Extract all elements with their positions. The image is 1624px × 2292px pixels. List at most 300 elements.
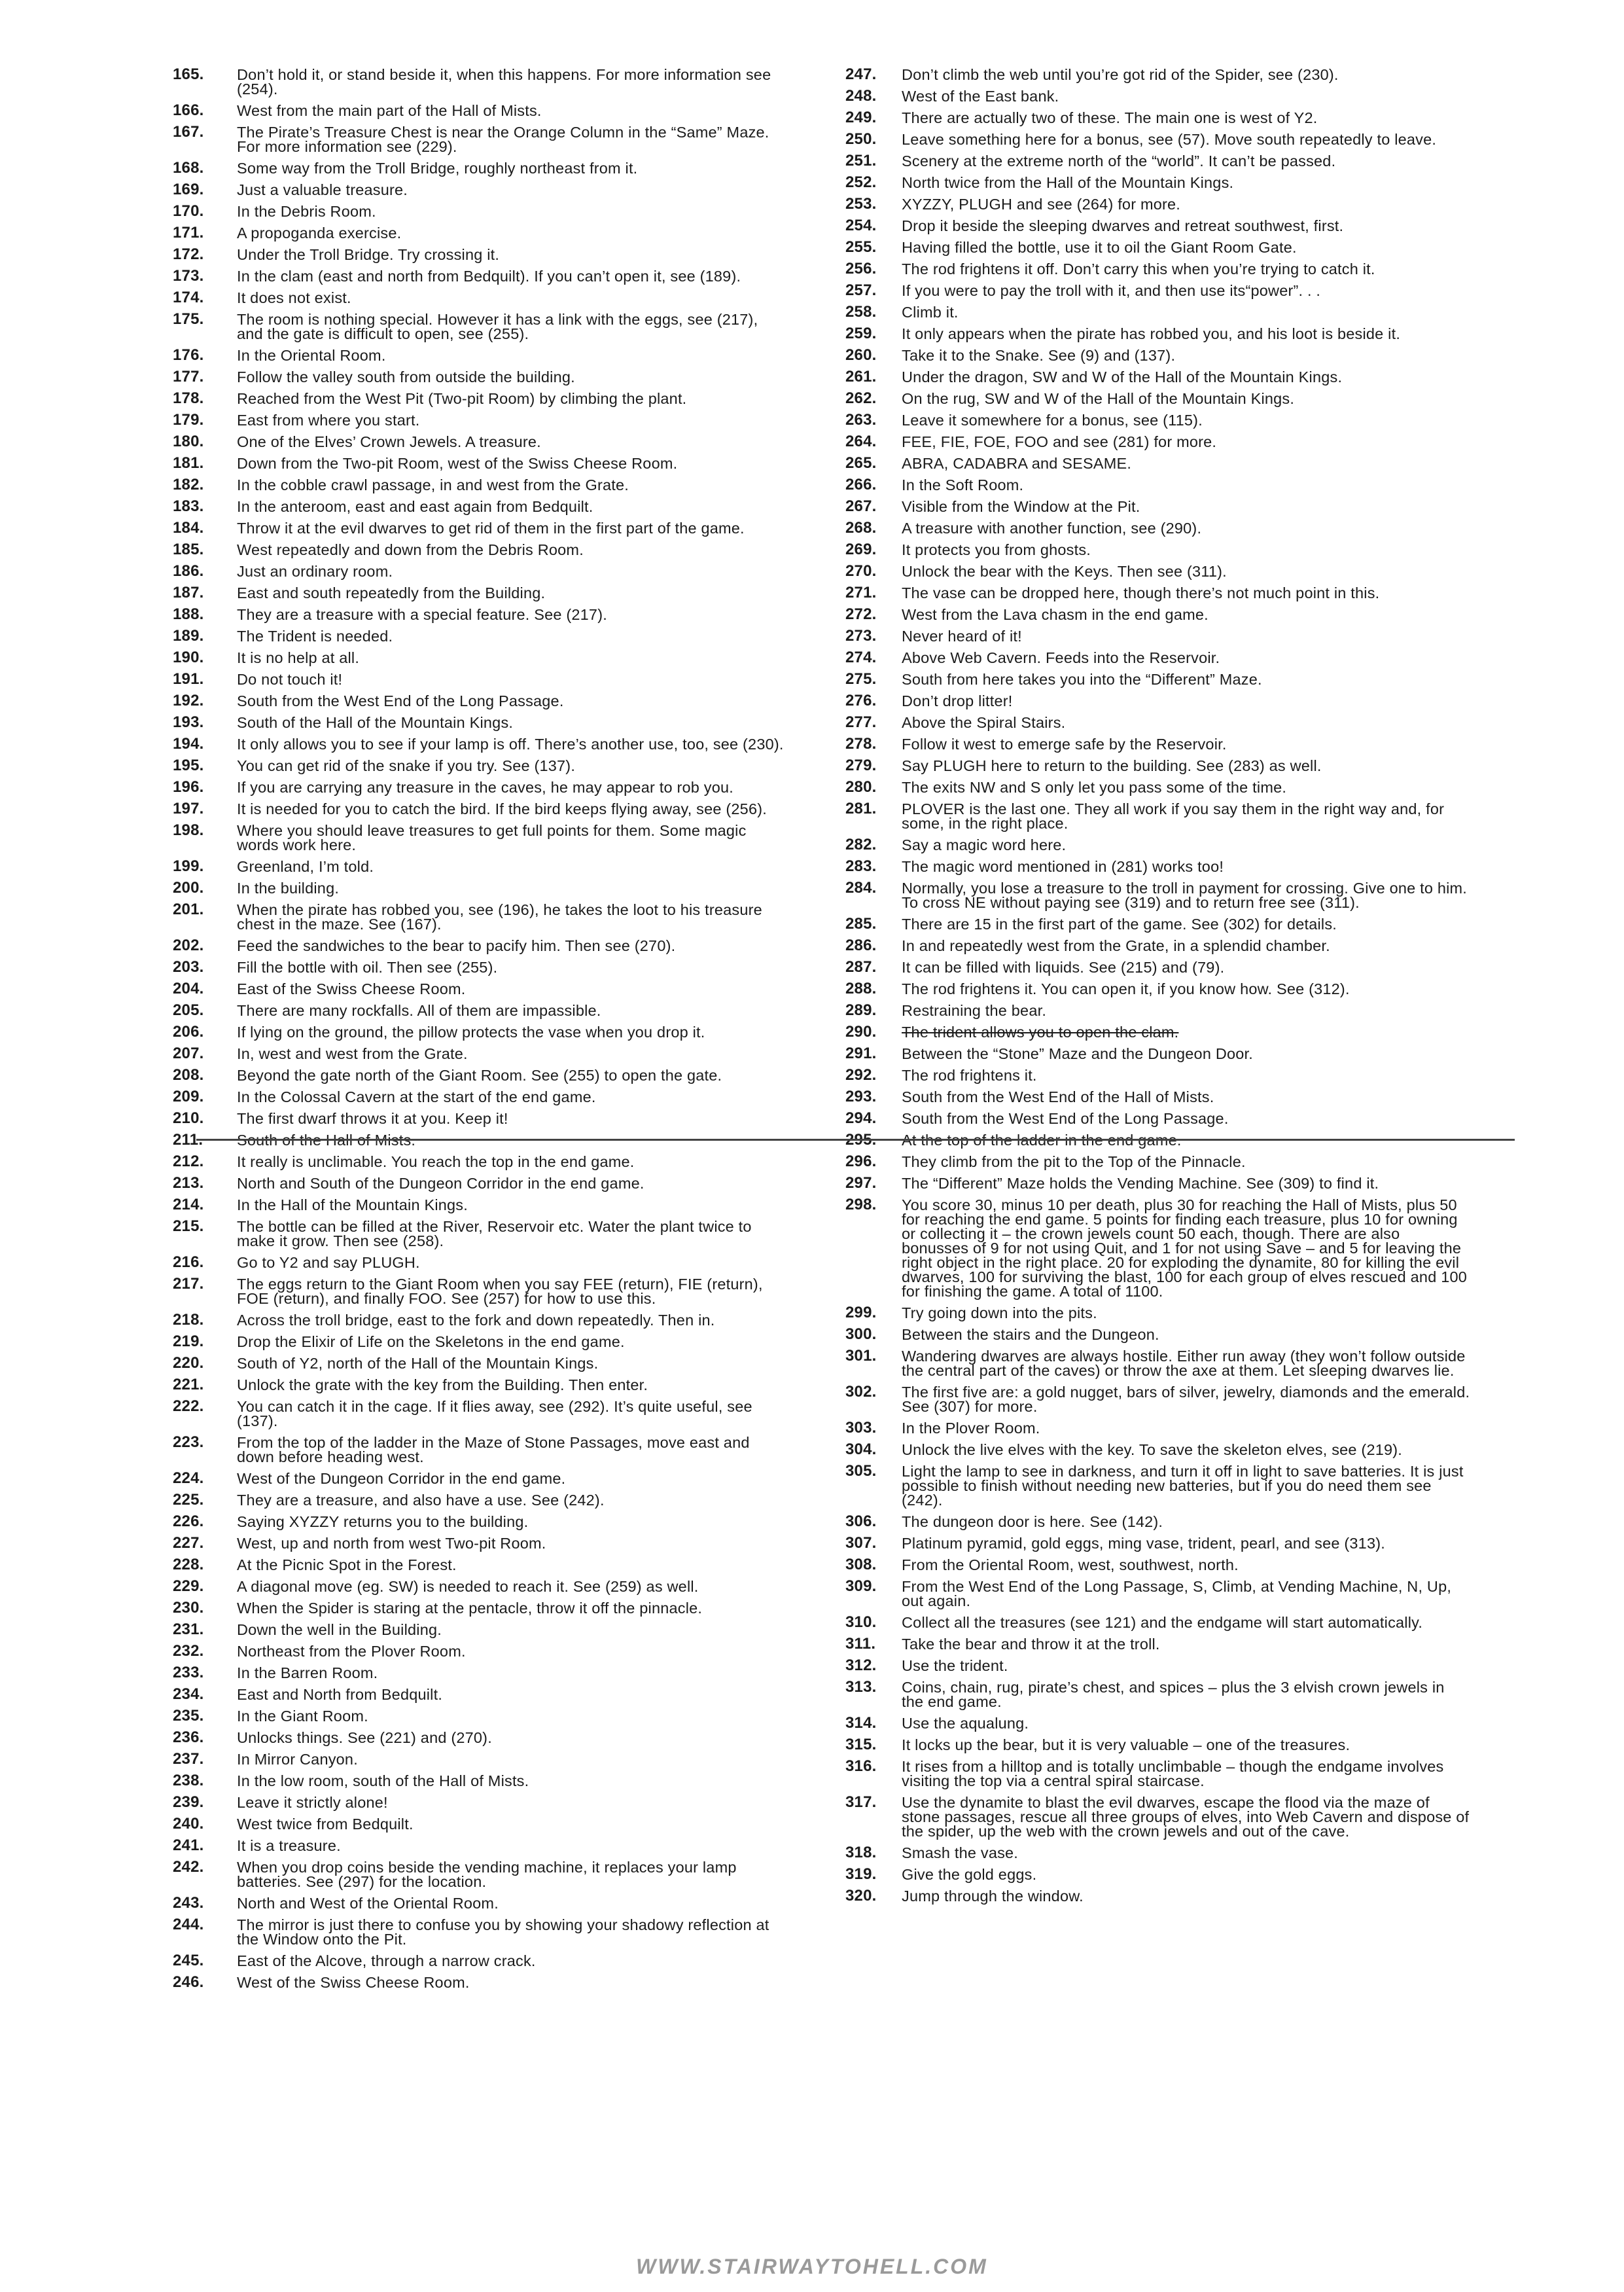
list-item bbox=[152, 1622, 786, 1637]
entry-number: 241. bbox=[173, 1836, 204, 1854]
entry-number: 313. bbox=[845, 1678, 877, 1696]
list-item bbox=[845, 1514, 1470, 1529]
entry-number: 195. bbox=[173, 757, 204, 774]
list-item bbox=[845, 262, 1470, 276]
entry-text: South from the West End of the Hall of Mists. bbox=[902, 1088, 1214, 1105]
list-item bbox=[152, 1730, 786, 1745]
entry-text: They are a treasure, and also have a use. See (242). bbox=[237, 1492, 605, 1509]
list-item bbox=[152, 1025, 786, 1039]
entry-text: Beyond the gate north of the Giant Room. See (255) to open the gate. bbox=[237, 1067, 722, 1084]
entry-text: Between the “Stone” Maze and the Dungeon Door. bbox=[902, 1045, 1253, 1062]
entry-number: 288. bbox=[845, 980, 877, 997]
list-item bbox=[152, 715, 786, 730]
entry-number: 253. bbox=[845, 195, 877, 213]
entry-number: 271. bbox=[845, 584, 877, 601]
list-item bbox=[845, 881, 1470, 910]
list-item bbox=[845, 283, 1470, 298]
list-item bbox=[845, 672, 1470, 687]
list-item bbox=[845, 219, 1470, 233]
entry-number: 307. bbox=[845, 1534, 877, 1552]
list-item bbox=[152, 1219, 786, 1248]
entry-text: In the Barren Room. bbox=[237, 1664, 378, 1681]
entry-text: In the Debris Room. bbox=[237, 203, 376, 220]
list-item bbox=[152, 903, 786, 931]
entry-text: Smash the vase. bbox=[902, 1844, 1019, 1861]
entry-number: 231. bbox=[173, 1621, 204, 1638]
entry-text: FEE, FIE, FOE, FOO and see (281) for more. bbox=[902, 433, 1217, 450]
entry-text: Where you should leave treasures to get full points for them. Some magic words work here. bbox=[237, 822, 747, 853]
entry-number: 245. bbox=[173, 1952, 204, 1969]
entry-number: 228. bbox=[173, 1556, 204, 1573]
list-item bbox=[845, 348, 1470, 363]
entry-number: 279. bbox=[845, 757, 877, 774]
entry-number: 203. bbox=[173, 958, 204, 976]
list-item bbox=[152, 1838, 786, 1853]
list-item bbox=[152, 161, 786, 175]
entry-text: Jump through the window. bbox=[902, 1888, 1084, 1905]
list-item bbox=[845, 1090, 1470, 1104]
list-item bbox=[845, 939, 1470, 953]
list-item bbox=[152, 1090, 786, 1104]
entry-number: 292. bbox=[845, 1066, 877, 1084]
list-item bbox=[845, 715, 1470, 730]
list-item bbox=[152, 269, 786, 283]
entry-text: In and repeatedly west from the Grate, in a splendid chamber. bbox=[902, 937, 1330, 954]
list-item bbox=[152, 780, 786, 795]
entry-number: 243. bbox=[173, 1894, 204, 1912]
entry-number: 315. bbox=[845, 1736, 877, 1753]
list-item bbox=[152, 413, 786, 427]
entry-number: 176. bbox=[173, 346, 204, 364]
entry-number: 265. bbox=[845, 454, 877, 472]
horizontal-rule bbox=[196, 1139, 1515, 1141]
entry-text: In, west and west from the Grate. bbox=[237, 1045, 468, 1062]
list-item bbox=[152, 370, 786, 384]
list-item bbox=[845, 780, 1470, 795]
list-item bbox=[845, 737, 1470, 751]
entry-number: 230. bbox=[173, 1599, 204, 1617]
list-item bbox=[845, 305, 1470, 319]
list-item bbox=[152, 1313, 786, 1327]
entry-number: 246. bbox=[173, 1973, 204, 1991]
list-item bbox=[152, 1198, 786, 1212]
entry-number: 302. bbox=[845, 1383, 877, 1401]
entry-text: It locks up the bear, but it is very valuable – one of the treasures. bbox=[902, 1736, 1350, 1753]
entry-text: Give the gold eggs. bbox=[902, 1866, 1037, 1883]
entry-number: 240. bbox=[173, 1815, 204, 1833]
entry-number: 185. bbox=[173, 541, 204, 558]
entry-number: 285. bbox=[845, 915, 877, 933]
entry-text: Drop it beside the sleeping dwarves and retreat southwest, first. bbox=[902, 217, 1344, 234]
entry-number: 258. bbox=[845, 303, 877, 321]
list-item bbox=[845, 1846, 1470, 1860]
list-item bbox=[152, 960, 786, 975]
entry-text: In the Hall of the Mountain Kings. bbox=[237, 1196, 468, 1213]
entry-number: 233. bbox=[173, 1664, 204, 1681]
entry-number: 277. bbox=[845, 713, 877, 731]
list-item bbox=[845, 1867, 1470, 1882]
entry-text: In the Soft Room. bbox=[902, 476, 1024, 493]
entry-text: In the Plover Room. bbox=[902, 1420, 1040, 1437]
list-item bbox=[152, 1471, 786, 1486]
entry-number: 202. bbox=[173, 937, 204, 954]
list-item bbox=[152, 1003, 786, 1018]
list-item bbox=[152, 586, 786, 600]
list-item bbox=[845, 1068, 1470, 1083]
list-item bbox=[845, 586, 1470, 600]
entry-number: 215. bbox=[173, 1217, 204, 1235]
entry-number: 266. bbox=[845, 476, 877, 493]
list-item bbox=[845, 802, 1470, 831]
entry-text: There are many rockfalls. All of them are impassible. bbox=[237, 1002, 601, 1019]
entry-text: The exits NW and S only let you pass some of the time. bbox=[902, 779, 1287, 796]
entry-number: 269. bbox=[845, 541, 877, 558]
entry-text: West repeatedly and down from the Debris Room. bbox=[237, 541, 584, 558]
entry-text: East of the Swiss Cheese Room. bbox=[237, 980, 466, 997]
list-item bbox=[152, 982, 786, 996]
entry-text: The Pirate’s Treasure Chest is near the Orange Column in the “Same” Maze. For more information see (229). bbox=[237, 124, 769, 155]
entry-text: From the West End of the Long Passage, S, Climb, at Vending Machine, N, Up, out again. bbox=[902, 1578, 1452, 1609]
list-item bbox=[845, 1738, 1470, 1752]
entry-number: 276. bbox=[845, 692, 877, 709]
entry-text: Down from the Two-pit Room, west of the Swiss Cheese Room. bbox=[237, 455, 678, 472]
list-item bbox=[152, 1709, 786, 1723]
entry-text: Just an ordinary room. bbox=[237, 563, 393, 580]
list-item bbox=[845, 370, 1470, 384]
entry-text: Do not touch it! bbox=[237, 671, 343, 688]
list-item bbox=[845, 1025, 1470, 1039]
entry-number: 244. bbox=[173, 1916, 204, 1933]
entry-text: Feed the sandwiches to the bear to pacify him. Then see (270). bbox=[237, 937, 676, 954]
list-item bbox=[152, 1334, 786, 1349]
list-item bbox=[152, 1111, 786, 1126]
entry-number: 192. bbox=[173, 692, 204, 709]
entry-text: You score 30, minus 10 per death, plus 30 for reaching the Hall of Mists, plus 50 for reaching the end game. 5 points for finding each treasure, plus 10 for owning or collecting it – the crown jewels count 50 each, though. There are also bonusses of 9 for not using Quit, and 1 for not using Save – and 5 for leaving the right object in the right place. 20 for exploding the dynamite, 80 for killing the evil dwarves, 100 for surviving the blast, 100 for each group of elves rescued and 100 for finishing the game. A total of 1100. bbox=[902, 1196, 1468, 1300]
list-item bbox=[152, 1666, 786, 1680]
entry-text: East from where you start. bbox=[237, 412, 420, 429]
entry-text: Leave something here for a bonus, see (57). Move south repeatedly to leave. bbox=[902, 131, 1437, 148]
entry-text: The dungeon door is here. See (142). bbox=[902, 1513, 1163, 1530]
list-item bbox=[152, 435, 786, 449]
entry-number: 206. bbox=[173, 1023, 204, 1041]
entry-text: Unlock the live elves with the key. To save the skeleton elves, see (219). bbox=[902, 1441, 1403, 1458]
entry-number: 247. bbox=[845, 65, 877, 83]
entry-number: 273. bbox=[845, 627, 877, 645]
list-item bbox=[845, 111, 1470, 125]
entry-number: 225. bbox=[173, 1491, 204, 1509]
entry-number: 282. bbox=[845, 836, 877, 853]
list-item bbox=[152, 939, 786, 953]
entry-number: 237. bbox=[173, 1750, 204, 1768]
list-item bbox=[152, 1918, 786, 1946]
entry-text: The first dwarf throws it at you. Keep it! bbox=[237, 1110, 508, 1127]
entry-number: 250. bbox=[845, 130, 877, 148]
entry-text: Use the trident. bbox=[902, 1657, 1008, 1674]
entry-text: East of the Alcove, through a narrow crack. bbox=[237, 1952, 536, 1969]
entry-number: 165. bbox=[173, 65, 204, 83]
entry-number: 207. bbox=[173, 1045, 204, 1062]
entry-number: 263. bbox=[845, 411, 877, 429]
list-item bbox=[152, 1774, 786, 1788]
list-item bbox=[152, 1954, 786, 1968]
entry-number: 180. bbox=[173, 433, 204, 450]
entry-text: Saying XYZZY returns you to the building. bbox=[237, 1513, 529, 1530]
list-item bbox=[845, 1716, 1470, 1730]
entry-text: If you are carrying any treasure in the caves, he may appear to rob you. bbox=[237, 779, 733, 796]
entry-text: Restraining the bear. bbox=[902, 1002, 1047, 1019]
entry-number: 242. bbox=[173, 1858, 204, 1876]
entry-text: Say a magic word here. bbox=[902, 836, 1067, 853]
entry-number: 174. bbox=[173, 289, 204, 306]
entry-text: In Mirror Canyon. bbox=[237, 1751, 358, 1768]
list-item bbox=[152, 183, 786, 197]
entry-number: 317. bbox=[845, 1793, 877, 1811]
entry-number: 261. bbox=[845, 368, 877, 385]
entry-text: The trident allows you to open the clam. bbox=[902, 1024, 1179, 1041]
entry-number: 210. bbox=[173, 1109, 204, 1127]
entry-number: 259. bbox=[845, 325, 877, 342]
entry-text: Just a valuable treasure. bbox=[237, 181, 408, 198]
entry-text: In the Colossal Cavern at the start of the end game. bbox=[237, 1088, 596, 1105]
entry-number: 190. bbox=[173, 649, 204, 666]
entry-text: In the Oriental Room. bbox=[237, 347, 386, 364]
entry-text: In the clam (east and north from Bedquilt). If you can’t open it, see (189). bbox=[237, 268, 741, 285]
entry-number: 223. bbox=[173, 1433, 204, 1451]
list-item bbox=[152, 1047, 786, 1061]
list-item bbox=[845, 917, 1470, 931]
entry-number: 291. bbox=[845, 1045, 877, 1062]
list-item bbox=[845, 607, 1470, 622]
entry-number: 320. bbox=[845, 1887, 877, 1905]
entry-number: 234. bbox=[173, 1685, 204, 1703]
entry-text: Wandering dwarves are always hostile. Either run away (they won’t follow outside the central part of the caves) or throw the axe at them. Let sleeping dwarves lie. bbox=[902, 1348, 1466, 1379]
entry-text: Under the dragon, SW and W of the Hall of the Mountain Kings. bbox=[902, 368, 1343, 385]
list-item bbox=[152, 672, 786, 687]
entry-text: It is needed for you to catch the bird. If the bird keeps flying away, see (256). bbox=[237, 800, 767, 817]
entry-number: 294. bbox=[845, 1109, 877, 1127]
entry-number: 179. bbox=[173, 411, 204, 429]
list-item bbox=[152, 1356, 786, 1370]
list-item bbox=[152, 391, 786, 406]
entry-number: 255. bbox=[845, 238, 877, 256]
list-item bbox=[152, 1896, 786, 1910]
list-item bbox=[152, 1795, 786, 1810]
list-item bbox=[152, 607, 786, 622]
entry-text: Take it to the Snake. See (9) and (137). bbox=[902, 347, 1176, 364]
entry-text: Try going down into the pits. bbox=[902, 1304, 1097, 1321]
entry-text: At the Picnic Spot in the Forest. bbox=[237, 1556, 457, 1573]
list-item bbox=[152, 1558, 786, 1572]
entry-number: 295. bbox=[845, 1131, 877, 1149]
entry-text: North and South of the Dungeon Corridor in the end game. bbox=[237, 1175, 644, 1192]
entry-number: 200. bbox=[173, 879, 204, 897]
entry-text: When the pirate has robbed you, see (196), he takes the loot to his treasure chest in the maze. See (167). bbox=[237, 901, 762, 933]
list-item bbox=[152, 1752, 786, 1766]
entry-number: 209. bbox=[173, 1088, 204, 1105]
entry-number: 221. bbox=[173, 1376, 204, 1393]
entry-number: 262. bbox=[845, 389, 877, 407]
list-item bbox=[845, 859, 1470, 874]
list-item bbox=[152, 1975, 786, 1990]
entry-text: Above Web Cavern. Feeds into the Reservoir. bbox=[902, 649, 1220, 666]
list-item bbox=[152, 103, 786, 118]
list-item bbox=[152, 1493, 786, 1507]
list-item bbox=[152, 1579, 786, 1594]
list-item bbox=[845, 478, 1470, 492]
entry-number: 168. bbox=[173, 159, 204, 177]
entry-number: 312. bbox=[845, 1656, 877, 1674]
list-item bbox=[845, 327, 1470, 341]
entry-number: 214. bbox=[173, 1196, 204, 1213]
list-item bbox=[845, 1155, 1470, 1169]
entry-number: 172. bbox=[173, 245, 204, 263]
list-item bbox=[845, 1889, 1470, 1903]
entry-text: Between the stairs and the Dungeon. bbox=[902, 1326, 1159, 1343]
entry-text: West of the Swiss Cheese Room. bbox=[237, 1974, 470, 1991]
list-item bbox=[845, 1464, 1470, 1507]
entry-text: The first five are: a gold nugget, bars of silver, jewelry, diamonds and the emerald. See (307) for more. bbox=[902, 1384, 1470, 1415]
list-item bbox=[152, 348, 786, 363]
entry-number: 194. bbox=[173, 735, 204, 753]
entry-text: Unlock the grate with the key from the Building. Then enter. bbox=[237, 1376, 648, 1393]
entry-text: Leave it strictly alone! bbox=[237, 1794, 388, 1811]
list-item bbox=[152, 737, 786, 751]
list-item bbox=[152, 456, 786, 471]
entry-text: Collect all the treasures (see 121) and the endgame will start automatically. bbox=[902, 1614, 1423, 1631]
entry-text: Scenery at the extreme north of the “world”. It can’t be passed. bbox=[902, 152, 1336, 170]
entry-number: 219. bbox=[173, 1333, 204, 1350]
entry-text: South of the Hall of the Mountain Kings. bbox=[237, 714, 514, 731]
entry-number: 232. bbox=[173, 1642, 204, 1660]
entry-number: 297. bbox=[845, 1174, 877, 1192]
entry-number: 270. bbox=[845, 562, 877, 580]
entry-number: 256. bbox=[845, 260, 877, 278]
list-item bbox=[152, 651, 786, 665]
entry-number: 236. bbox=[173, 1728, 204, 1746]
entry-number: 213. bbox=[173, 1174, 204, 1192]
list-item bbox=[845, 499, 1470, 514]
entry-text: South from here takes you into the “Different” Maze. bbox=[902, 671, 1262, 688]
entry-text: It is a treasure. bbox=[237, 1837, 341, 1854]
entry-number: 181. bbox=[173, 454, 204, 472]
entry-number: 268. bbox=[845, 519, 877, 537]
entry-text: The mirror is just there to confuse you by showing your shadowy reflection at the Window onto the Pit. bbox=[237, 1916, 769, 1948]
entry-text: Above the Spiral Stairs. bbox=[902, 714, 1066, 731]
entry-text: Don’t drop litter! bbox=[902, 692, 1013, 709]
entry-number: 183. bbox=[173, 497, 204, 515]
entry-text: South of the Hall of Mists. bbox=[237, 1132, 416, 1149]
entry-text: West from the Lava chasm in the end game. bbox=[902, 606, 1209, 623]
entry-number: 306. bbox=[845, 1513, 877, 1530]
entry-number: 211. bbox=[173, 1131, 203, 1149]
list-item bbox=[845, 1759, 1470, 1788]
entry-number: 198. bbox=[173, 821, 204, 839]
entry-text: A propoganda exercise. bbox=[237, 224, 402, 242]
entry-text: The rod frightens it. bbox=[902, 1067, 1037, 1084]
list-item bbox=[845, 89, 1470, 103]
entry-text: You can get rid of the snake if you try. See (137). bbox=[237, 757, 576, 774]
entry-number: 187. bbox=[173, 584, 204, 601]
entry-text: XYZZY, PLUGH and see (264) for more. bbox=[902, 196, 1181, 213]
list-item bbox=[845, 1198, 1470, 1298]
entry-text: Platinum pyramid, gold eggs, ming vase, trident, pearl, and see (313). bbox=[902, 1535, 1385, 1552]
entry-number: 298. bbox=[845, 1196, 877, 1213]
entry-text: Don’t hold it, or stand beside it, when this happens. For more information see (254). bbox=[237, 66, 771, 98]
entry-text: The vase can be dropped here, though there’s not much point in this. bbox=[902, 584, 1380, 601]
list-item bbox=[845, 1637, 1470, 1651]
entry-text: Down the well in the Building. bbox=[237, 1621, 442, 1638]
entry-text: Say PLUGH here to return to the building. See (283) as well. bbox=[902, 757, 1322, 774]
list-item bbox=[845, 1306, 1470, 1320]
entry-number: 170. bbox=[173, 202, 204, 220]
list-item bbox=[152, 1378, 786, 1392]
entry-number: 300. bbox=[845, 1325, 877, 1343]
entry-number: 308. bbox=[845, 1556, 877, 1573]
list-item bbox=[845, 629, 1470, 643]
entry-text: The eggs return to the Giant Room when you say FEE (return), FIE (return), FOE (return), and finally FOO. See (257) for how to use this. bbox=[237, 1276, 763, 1307]
entry-text: Leave it somewhere for a bonus, see (115). bbox=[902, 412, 1203, 429]
entry-text: South of Y2, north of the Hall of the Mountain Kings. bbox=[237, 1355, 599, 1372]
list-item bbox=[152, 1601, 786, 1615]
entry-number: 177. bbox=[173, 368, 204, 385]
entry-number: 299. bbox=[845, 1304, 877, 1321]
list-item bbox=[845, 1047, 1470, 1061]
entry-number: 254. bbox=[845, 217, 877, 234]
list-item bbox=[152, 1155, 786, 1169]
entry-text: They climb from the pit to the Top of the Pinnacle. bbox=[902, 1153, 1246, 1170]
list-item bbox=[152, 521, 786, 535]
entry-number: 311. bbox=[845, 1635, 876, 1653]
list-item bbox=[845, 1003, 1470, 1018]
entry-number: 303. bbox=[845, 1419, 877, 1437]
list-item bbox=[845, 651, 1470, 665]
entry-text: It can be filled with liquids. See (215) and (79). bbox=[902, 959, 1225, 976]
list-item bbox=[152, 499, 786, 514]
entry-text: Normally, you lose a treasure to the troll in payment for crossing. Give one to him. To cross NE without paying see (319) and to return free see (311). bbox=[902, 880, 1468, 911]
entry-text: Never heard of it! bbox=[902, 628, 1022, 645]
entry-number: 275. bbox=[845, 670, 877, 688]
entry-text: They are a treasure with a special feature. See (217). bbox=[237, 606, 607, 623]
entry-text: PLOVER is the last one. They all work if you say them in the right way and, for some, in the right place. bbox=[902, 800, 1445, 832]
list-item bbox=[845, 1349, 1470, 1378]
entry-number: 205. bbox=[173, 1001, 204, 1019]
list-item bbox=[845, 391, 1470, 406]
left-column bbox=[152, 67, 786, 1997]
entry-number: 222. bbox=[173, 1397, 204, 1415]
list-item bbox=[152, 478, 786, 492]
entry-text: At the top of the ladder in the end game. bbox=[902, 1132, 1182, 1149]
entry-text: Take the bear and throw it at the troll. bbox=[902, 1636, 1160, 1653]
entry-text: Reached from the West Pit (Two-pit Room) by climbing the plant. bbox=[237, 390, 687, 407]
entry-number: 318. bbox=[845, 1844, 877, 1861]
entry-text: Use the dynamite to blast the evil dwarves, escape the flood via the maze of stone passages, rescue all three groups of elves, into Web Cavern and dispose of the spider, up the web with the crown jewels and out of the cave. bbox=[902, 1794, 1470, 1840]
entry-text: When the Spider is staring at the pentacle, throw it off the pinnacle. bbox=[237, 1600, 703, 1617]
list-item bbox=[845, 175, 1470, 190]
entry-text: Across the troll bridge, east to the fork and down repeatedly. Then in. bbox=[237, 1312, 715, 1329]
list-item bbox=[152, 312, 786, 341]
entry-text: A diagonal move (eg. SW) is needed to reach it. See (259) as well. bbox=[237, 1578, 699, 1595]
entry-number: 224. bbox=[173, 1469, 204, 1487]
entry-number: 184. bbox=[173, 519, 204, 537]
list-item bbox=[152, 802, 786, 816]
entry-number: 305. bbox=[845, 1462, 877, 1480]
list-item bbox=[152, 1435, 786, 1464]
list-item bbox=[845, 759, 1470, 773]
list-item bbox=[152, 881, 786, 895]
list-item bbox=[845, 1176, 1470, 1191]
entry-text: Drop the Elixir of Life on the Skeletons in the end game. bbox=[237, 1333, 625, 1350]
entry-number: 201. bbox=[173, 901, 204, 918]
